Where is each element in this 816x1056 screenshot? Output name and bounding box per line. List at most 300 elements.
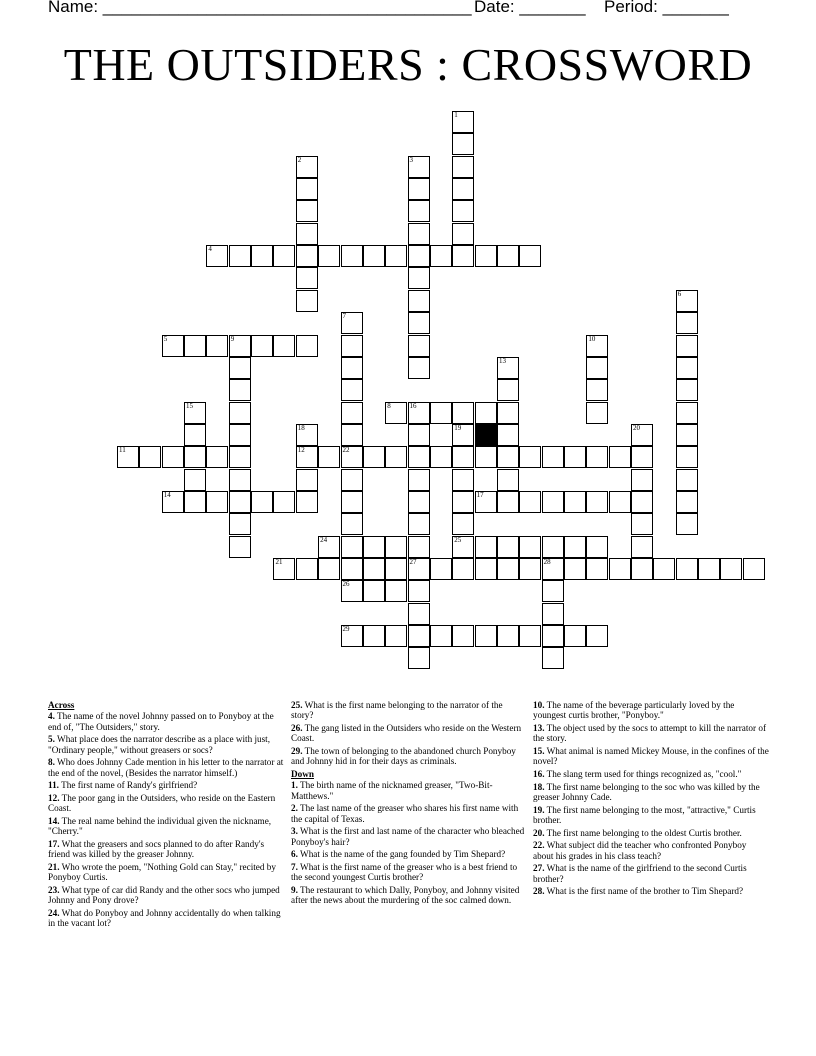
cell-number: 14 xyxy=(163,490,171,499)
grid-cell[interactable] xyxy=(229,469,251,491)
grid-cell[interactable] xyxy=(385,245,407,267)
grid-cell[interactable] xyxy=(408,312,430,334)
grid-cell[interactable] xyxy=(452,245,474,267)
grid-cell[interactable] xyxy=(519,491,541,513)
grid-cell[interactable] xyxy=(273,335,295,357)
grid-cell[interactable] xyxy=(430,625,452,647)
grid-cell[interactable] xyxy=(296,424,318,446)
grid-cell[interactable] xyxy=(341,536,363,558)
grid-cell[interactable] xyxy=(497,625,519,647)
grid-cell[interactable] xyxy=(385,625,407,647)
clue-text: What is the first name belonging to the narrator of the story? xyxy=(291,700,503,721)
clue-text: The first name belonging to the most, "attractive," Curtis brother. xyxy=(533,804,756,825)
grid-cell[interactable] xyxy=(676,357,698,379)
clue-text: The real name behind the individual given the nickname, "Cherry." xyxy=(48,816,272,837)
grid-cell[interactable] xyxy=(296,245,318,267)
clue-number: 29. xyxy=(291,746,303,756)
clue-item xyxy=(48,908,284,929)
cell-number: 4 xyxy=(208,245,212,254)
clue-number: 23. xyxy=(48,885,60,895)
clue-text: What is the name of the girlfriend to the second Curtis brother? xyxy=(533,863,747,884)
grid-cell[interactable] xyxy=(631,491,653,513)
grid-cell[interactable] xyxy=(385,580,407,602)
clue-text: The first name belonging to the soc who was killed by the greaser Johnny Cade. xyxy=(533,781,760,802)
grid-cell[interactable] xyxy=(117,446,139,468)
grid-cell[interactable] xyxy=(542,625,564,647)
grid-cell[interactable] xyxy=(318,446,340,468)
clue-item xyxy=(48,734,284,755)
grid-cell[interactable] xyxy=(452,491,474,513)
grid-cell[interactable] xyxy=(408,424,430,446)
clue-number: 18. xyxy=(533,781,545,792)
grid-cell[interactable] xyxy=(162,446,184,468)
grid-cell[interactable] xyxy=(408,469,430,491)
clue-item xyxy=(291,746,527,767)
grid-cell[interactable] xyxy=(341,312,363,334)
grid-cell[interactable] xyxy=(385,558,407,580)
grid-cell[interactable] xyxy=(430,402,452,424)
grid-cell[interactable] xyxy=(162,491,184,513)
grid-cell[interactable] xyxy=(296,558,318,580)
grid-cell[interactable] xyxy=(497,558,519,580)
clue-number: 17. xyxy=(48,839,60,849)
grid-cell[interactable] xyxy=(229,335,251,357)
clue-text: The first name belonging to the oldest Curtis brother. xyxy=(544,827,742,838)
clue-number: 2. xyxy=(291,803,298,814)
cell-number: 3 xyxy=(409,155,414,164)
grid-cell[interactable] xyxy=(296,156,318,178)
clue-item xyxy=(291,849,527,859)
grid-cell[interactable] xyxy=(452,469,474,491)
grid-cell[interactable] xyxy=(586,335,608,357)
grid-cell[interactable] xyxy=(296,446,318,468)
grid-cell[interactable] xyxy=(296,178,318,200)
cell-number: 16 xyxy=(409,401,417,410)
clue-number: 3. xyxy=(291,826,298,837)
grid-cell[interactable] xyxy=(341,424,363,446)
grid-cell[interactable] xyxy=(341,491,363,513)
grid-cell[interactable] xyxy=(497,357,519,379)
clue-item xyxy=(291,700,527,721)
grid-cell[interactable] xyxy=(586,558,608,580)
grid-cell[interactable] xyxy=(408,625,430,647)
clue-number: 5. xyxy=(48,734,55,745)
grid-cell[interactable] xyxy=(586,379,608,401)
clue-number: 19. xyxy=(533,804,545,815)
grid-cell[interactable] xyxy=(408,446,430,468)
grid-cell[interactable] xyxy=(452,156,474,178)
grid-cell[interactable] xyxy=(162,335,184,357)
grid-cell[interactable] xyxy=(408,402,430,424)
clue-number: 7. xyxy=(291,862,298,872)
grid-cell[interactable] xyxy=(586,536,608,558)
grid-cell[interactable] xyxy=(184,469,206,491)
cell-number: 24 xyxy=(320,535,328,544)
grid-cell[interactable] xyxy=(676,513,698,535)
cell-number: 26 xyxy=(342,580,350,589)
grid-cell[interactable] xyxy=(296,335,318,357)
clue-text: The slang term used for things recognized as, "cool." xyxy=(544,769,742,779)
grid-cell[interactable] xyxy=(273,491,295,513)
grid-cell[interactable] xyxy=(475,402,497,424)
grid-cell[interactable] xyxy=(273,245,295,267)
grid-cell[interactable] xyxy=(497,536,519,558)
date-field-label: Date: _______ xyxy=(474,0,586,16)
grid-cell[interactable] xyxy=(363,625,385,647)
grid-cell[interactable] xyxy=(184,402,206,424)
clue-text: The last name of the greaser who shares his first name with the capital of Texas. xyxy=(291,803,519,824)
clue-text: The restaurant to which Dally, Ponyboy, and Johnny visited after the news about the murdering of the soc calmed down. xyxy=(291,885,520,906)
clue-item xyxy=(48,711,284,732)
grid-cell[interactable] xyxy=(497,469,519,491)
clue-item xyxy=(533,782,769,803)
grid-cell[interactable] xyxy=(296,200,318,222)
cell-number: 27 xyxy=(409,558,417,566)
grid-cell[interactable] xyxy=(452,178,474,200)
grid-cell[interactable] xyxy=(341,580,363,602)
clue-number: 20. xyxy=(533,827,545,838)
grid-cell[interactable] xyxy=(564,446,586,468)
grid-cell[interactable] xyxy=(341,402,363,424)
grid-cell[interactable] xyxy=(519,446,541,468)
grid-cell[interactable] xyxy=(408,178,430,200)
grid-cell[interactable] xyxy=(229,424,251,446)
grid-cell[interactable] xyxy=(139,446,161,468)
clue-item xyxy=(48,816,284,837)
grid-cell[interactable] xyxy=(475,558,497,580)
grid-cell[interactable] xyxy=(341,245,363,267)
grid-cell[interactable] xyxy=(341,446,363,468)
grid-cell[interactable] xyxy=(341,335,363,357)
clue-item xyxy=(533,863,769,884)
grid-cell[interactable] xyxy=(475,446,497,468)
clue-item xyxy=(291,885,527,906)
grid-cell[interactable] xyxy=(229,402,251,424)
cell-number: 20 xyxy=(633,423,641,432)
grid-cell[interactable] xyxy=(229,245,251,267)
grid-cell[interactable] xyxy=(452,133,474,155)
grid-cell[interactable] xyxy=(408,603,430,625)
grid-cell[interactable] xyxy=(497,379,519,401)
grid-cell[interactable] xyxy=(385,536,407,558)
clue-number: 14. xyxy=(48,816,60,826)
grid-cell[interactable] xyxy=(408,513,430,535)
grid-cell[interactable] xyxy=(497,402,519,424)
grid-cell[interactable] xyxy=(318,536,340,558)
grid-cell[interactable] xyxy=(318,245,340,267)
cell-number: 5 xyxy=(163,334,168,343)
clue-text: What place does the narrator describe as a place with just, "Ordinary people," without greasers or socs? xyxy=(48,734,271,755)
clue-number: 24. xyxy=(48,908,60,918)
clues-column-1 xyxy=(48,700,284,931)
grid-cell[interactable] xyxy=(385,446,407,468)
grid-cell[interactable] xyxy=(229,379,251,401)
grid-cell[interactable] xyxy=(229,357,251,379)
cell-number: 7 xyxy=(342,312,346,321)
clue-number: 4. xyxy=(48,711,55,722)
grid-cell[interactable] xyxy=(251,335,273,357)
grid-cell[interactable] xyxy=(184,446,206,468)
grid-cell[interactable] xyxy=(631,513,653,535)
grid-cell[interactable] xyxy=(296,267,318,289)
grid-cell[interactable] xyxy=(452,424,474,446)
grid-cell[interactable] xyxy=(408,491,430,513)
clue-item xyxy=(48,862,284,883)
grid-cell[interactable] xyxy=(519,536,541,558)
clue-text: The first name of Randy's girlfriend? xyxy=(58,780,198,791)
grid-cell[interactable] xyxy=(720,558,742,580)
grid-cell[interactable] xyxy=(452,446,474,468)
grid-cell[interactable] xyxy=(273,558,295,580)
grid-cell[interactable] xyxy=(363,580,385,602)
grid-cell[interactable] xyxy=(452,111,474,133)
cell-number: 29 xyxy=(342,625,350,634)
grid-cell[interactable] xyxy=(341,513,363,535)
grid-cell[interactable] xyxy=(184,335,206,357)
clue-item xyxy=(533,769,769,779)
cell-number: 2 xyxy=(297,155,302,164)
clue-item xyxy=(48,839,284,860)
clue-text: What is the first and last name of the character who bleached Ponyboy's hair? xyxy=(291,826,525,847)
clue-item xyxy=(291,723,527,744)
grid-cell[interactable] xyxy=(452,513,474,535)
cell-number: 11 xyxy=(119,446,126,455)
grid-cell[interactable] xyxy=(653,558,675,580)
grid-cell[interactable] xyxy=(475,625,497,647)
grid-cell[interactable] xyxy=(698,558,720,580)
clue-number: 11. xyxy=(48,780,59,791)
grid-cell[interactable] xyxy=(586,625,608,647)
grid-cell[interactable] xyxy=(408,647,430,669)
clue-item xyxy=(533,723,769,744)
grid-cell[interactable] xyxy=(452,223,474,245)
grid-cell[interactable] xyxy=(184,491,206,513)
clue-number: 15. xyxy=(533,746,545,756)
cell-number: 9 xyxy=(230,334,235,343)
grid-cell[interactable] xyxy=(676,469,698,491)
clue-item xyxy=(533,805,769,826)
grid-cell[interactable] xyxy=(631,424,653,446)
grid-cell[interactable] xyxy=(229,491,251,513)
grid-cell[interactable] xyxy=(542,536,564,558)
grid-cell[interactable] xyxy=(408,580,430,602)
cell-number: 15 xyxy=(186,401,194,410)
grid-cell[interactable] xyxy=(408,245,430,267)
clue-item xyxy=(291,826,527,847)
grid-cell[interactable] xyxy=(341,625,363,647)
clues-column-2 xyxy=(291,700,527,908)
clue-item xyxy=(291,780,527,801)
grid-cell[interactable] xyxy=(497,245,519,267)
clue-text: What is the first name of the brother to Tim Shepard? xyxy=(544,886,744,897)
grid-cell[interactable] xyxy=(564,625,586,647)
grid-cell[interactable] xyxy=(341,469,363,491)
grid-cell[interactable] xyxy=(475,245,497,267)
clue-text: Who does Johnny Cade mention in his letter to the narrator at the end of the novel, (Besides the narrator himself.) xyxy=(48,757,284,778)
grid-cell[interactable] xyxy=(408,335,430,357)
clues-column-3 xyxy=(533,700,769,899)
grid-cell[interactable] xyxy=(206,446,228,468)
clue-number: 21. xyxy=(48,862,60,872)
grid-cell[interactable] xyxy=(341,379,363,401)
grid-cell[interactable] xyxy=(519,625,541,647)
grid-cell[interactable] xyxy=(341,558,363,580)
grid-cell[interactable] xyxy=(609,491,631,513)
grid-cell[interactable] xyxy=(408,267,430,289)
clue-text: What is the first name of the greaser who is a best friend to the second youngest Curtis brother? xyxy=(291,862,518,883)
grid-cell[interactable] xyxy=(609,446,631,468)
clue-number: 26. xyxy=(291,723,303,733)
grid-cell[interactable] xyxy=(452,402,474,424)
period-field-label: Period: _______ xyxy=(604,0,729,16)
clue-item xyxy=(533,700,769,721)
clue-number: 27. xyxy=(533,863,545,874)
grid-cell[interactable] xyxy=(206,335,228,357)
grid-cell[interactable] xyxy=(296,223,318,245)
grid-cell[interactable] xyxy=(430,446,452,468)
grid-cell[interactable] xyxy=(542,491,564,513)
grid-cell[interactable] xyxy=(586,402,608,424)
grid-cell[interactable] xyxy=(430,558,452,580)
grid-cell[interactable] xyxy=(676,424,698,446)
clue-number: 16. xyxy=(533,769,545,779)
grid-cell[interactable] xyxy=(631,536,653,558)
clue-number: 12. xyxy=(48,793,60,803)
cell-number: 19 xyxy=(454,423,462,432)
grid-cell[interactable] xyxy=(676,335,698,357)
grid-cell[interactable] xyxy=(586,491,608,513)
black-cell xyxy=(475,424,497,446)
clue-item xyxy=(291,803,527,824)
grid-cell[interactable] xyxy=(564,558,586,580)
grid-cell[interactable] xyxy=(318,558,340,580)
clue-number: 9. xyxy=(291,885,298,895)
grid-cell[interactable] xyxy=(497,424,519,446)
grid-cell[interactable] xyxy=(408,357,430,379)
clue-item xyxy=(48,757,284,778)
grid-cell[interactable] xyxy=(341,357,363,379)
grid-cell[interactable] xyxy=(497,491,519,513)
grid-cell[interactable] xyxy=(586,446,608,468)
cell-number: 21 xyxy=(275,558,283,566)
grid-cell[interactable] xyxy=(676,312,698,334)
grid-cell[interactable] xyxy=(363,245,385,267)
grid-cell[interactable] xyxy=(609,558,631,580)
cell-number: 6 xyxy=(677,289,682,298)
grid-cell[interactable] xyxy=(542,603,564,625)
grid-cell[interactable] xyxy=(631,469,653,491)
grid-cell[interactable] xyxy=(676,290,698,312)
grid-cell[interactable] xyxy=(296,491,318,513)
clue-text: The poor gang in the Outsiders, who reside on the Eastern Coast. xyxy=(48,793,276,814)
name-field-label: Name: _______________________________________ xyxy=(48,0,472,16)
grid-cell[interactable] xyxy=(631,558,653,580)
clue-number: 28. xyxy=(533,886,545,897)
across-heading: Across xyxy=(48,700,75,710)
clue-item xyxy=(533,840,769,861)
grid-cell[interactable] xyxy=(542,580,564,602)
clue-text: The name of the beverage particularly loved by the youngest curtis brother, "Ponyboy." xyxy=(533,700,735,721)
clue-number: 10. xyxy=(533,700,545,710)
clue-text: What type of car did Randy and the other socs who jumped Johnny and Pony drove? xyxy=(48,885,280,906)
grid-cell[interactable] xyxy=(251,245,273,267)
cell-number: 17 xyxy=(476,490,484,499)
grid-cell[interactable] xyxy=(676,558,698,580)
grid-cell[interactable] xyxy=(229,536,251,558)
grid-cell[interactable] xyxy=(408,156,430,178)
grid-cell[interactable] xyxy=(676,402,698,424)
grid-cell[interactable] xyxy=(408,200,430,222)
clue-text: What subject did the teacher who confronted Ponyboy about his grades in his class teach? xyxy=(533,840,747,861)
grid-cell[interactable] xyxy=(206,245,228,267)
grid-cell[interactable] xyxy=(564,536,586,558)
grid-cell[interactable] xyxy=(363,536,385,558)
grid-cell[interactable] xyxy=(296,290,318,312)
grid-cell[interactable] xyxy=(564,491,586,513)
grid-cell[interactable] xyxy=(206,491,228,513)
grid-cell[interactable] xyxy=(475,536,497,558)
grid-cell[interactable] xyxy=(363,446,385,468)
grid-cell[interactable] xyxy=(408,290,430,312)
clue-text: The gang listed in the Outsiders who reside on the Western Coast. xyxy=(291,723,522,744)
cell-number: 10 xyxy=(588,334,596,343)
grid-cell[interactable] xyxy=(452,625,474,647)
grid-cell[interactable] xyxy=(184,424,206,446)
grid-cell[interactable] xyxy=(452,536,474,558)
grid-cell[interactable] xyxy=(631,446,653,468)
grid-cell[interactable] xyxy=(296,469,318,491)
clue-text: The object used by the socs to attempt to kill the narrator of the story. xyxy=(533,723,767,744)
clue-item xyxy=(533,746,769,767)
grid-cell[interactable] xyxy=(542,647,564,669)
grid-cell[interactable] xyxy=(408,536,430,558)
grid-cell[interactable] xyxy=(251,491,273,513)
clue-item xyxy=(48,885,284,906)
clue-number: 13. xyxy=(533,723,545,733)
cell-number: 25 xyxy=(454,535,462,544)
grid-cell[interactable] xyxy=(452,200,474,222)
grid-cell[interactable] xyxy=(676,491,698,513)
grid-cell[interactable] xyxy=(519,245,541,267)
grid-cell[interactable] xyxy=(676,379,698,401)
clue-number: 22. xyxy=(533,840,545,851)
clue-item xyxy=(291,862,527,883)
clue-text: What do Ponyboy and Johnny accidentally do when talking in the vacant lot? xyxy=(48,908,281,929)
grid-cell[interactable] xyxy=(676,446,698,468)
grid-cell[interactable] xyxy=(743,558,765,580)
grid-cell[interactable] xyxy=(542,558,564,580)
grid-cell[interactable] xyxy=(430,245,452,267)
cell-number: 1 xyxy=(454,111,458,119)
grid-cell[interactable] xyxy=(408,558,430,580)
clue-item xyxy=(533,886,769,896)
grid-cell[interactable] xyxy=(452,558,474,580)
grid-cell[interactable] xyxy=(229,446,251,468)
grid-cell[interactable] xyxy=(519,558,541,580)
grid-cell[interactable] xyxy=(542,446,564,468)
clue-text: The birth name of the nicknamed greaser, "Two-Bit-Matthews." xyxy=(291,780,493,801)
cell-number: 28 xyxy=(543,558,551,566)
clue-number: 8. xyxy=(48,757,55,768)
grid-cell[interactable] xyxy=(363,558,385,580)
grid-cell[interactable] xyxy=(497,446,519,468)
grid-cell[interactable] xyxy=(586,357,608,379)
grid-cell[interactable] xyxy=(229,513,251,535)
clue-item xyxy=(48,793,284,814)
grid-cell[interactable] xyxy=(385,402,407,424)
grid-cell[interactable] xyxy=(408,223,430,245)
grid-cell[interactable] xyxy=(475,491,497,513)
